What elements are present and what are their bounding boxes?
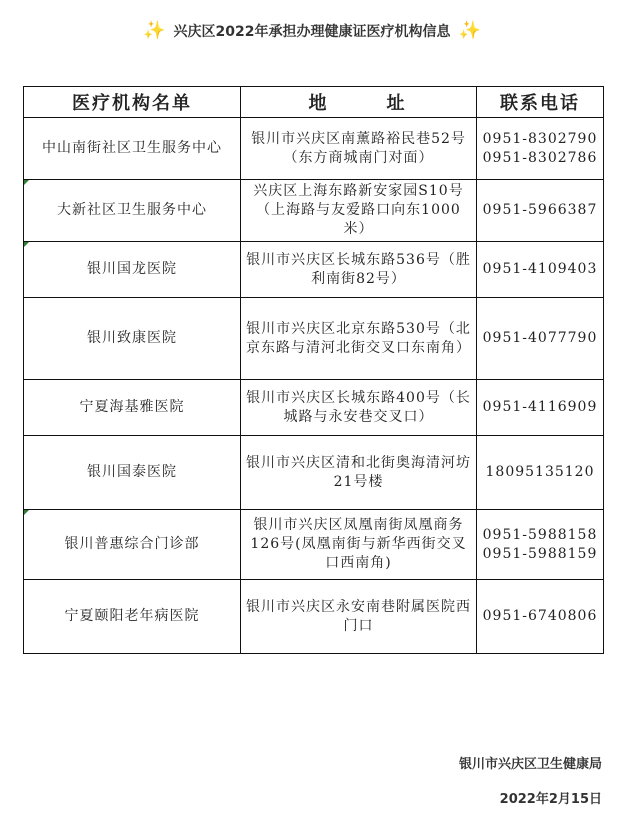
clinic-phone-cell: [477, 118, 604, 180]
clinic-name: 中山南街社区卫生服务中心: [42, 140, 222, 156]
table-row: [24, 180, 604, 242]
clinic-phone: 0951-4109403: [482, 261, 598, 277]
clinic-phone: 0951-6740806: [482, 608, 598, 624]
clinic-phone-cell: [477, 580, 604, 654]
clinic-address: 银川市兴庆区清和北街奥海清河坊21号楼: [241, 436, 477, 510]
issue-date: 2022年2月15日: [499, 792, 602, 807]
clinic-phone: 0951-5966387: [482, 202, 598, 218]
column-header-name: 医疗机构名单: [24, 87, 241, 118]
table-row: [24, 118, 604, 180]
issuing-organization: 银川市兴庆区卫生健康局: [458, 757, 602, 772]
clinic-name-cell: [24, 118, 241, 180]
clinic-phone-cell: [477, 510, 604, 580]
column-header-phone: 联系电话: [477, 87, 604, 118]
clinic-phone: 0951-5988159: [482, 545, 598, 562]
clinic-name-cell: [24, 380, 241, 436]
page-header: [0, 18, 624, 44]
clinic-name: 大新社区卫生服务中心: [57, 202, 207, 218]
clinic-phone: 0951-5988158: [482, 526, 598, 543]
clinic-phone-cell: [477, 180, 604, 242]
clinic-address: 银川市兴庆区凤凰南街凤凰商务126号(凤凰南街与新华西街交叉口西南角): [241, 510, 477, 580]
clinic-address: 银川市兴庆区南薰路裕民巷52号（东方商城南门对面）: [241, 118, 477, 180]
clinic-phone-cell: [477, 298, 604, 380]
clinic-phone: 0951-4116909: [482, 399, 598, 415]
clinic-name: 银川国龙医院: [87, 261, 177, 277]
clinic-name: 银川国泰医院: [87, 464, 177, 480]
table-row: [24, 380, 604, 436]
table-row: [24, 510, 604, 580]
clinic-phone: 18095135120: [485, 464, 595, 480]
clinic-name-cell: [24, 298, 241, 380]
clinic-address: 银川市兴庆区长城东路400号（长城路与永安巷交叉口）: [241, 380, 477, 436]
clinic-name-cell: [24, 436, 241, 510]
clinic-name: 银川致康医院: [87, 330, 177, 346]
clinic-phone: 0951-4077790: [482, 330, 598, 346]
clinic-name-cell: [24, 180, 241, 242]
corner-mark-icon: [24, 242, 29, 247]
clinic-phone-cell: [477, 380, 604, 436]
clinic-phone: 0951-8302786: [482, 149, 598, 166]
clinic-name-cell: [24, 510, 241, 580]
clinic-address: 银川市兴庆区永安南巷附属医院西门口: [241, 580, 477, 654]
clinic-address: 兴庆区上海东路新安家园S10号（上海路与友爱路口向东1000米）: [241, 180, 477, 242]
clinic-name: 银川普惠综合门诊部: [64, 536, 200, 552]
clinic-table: [23, 86, 604, 654]
sparkle-icon: ✨: [143, 20, 166, 41]
table-row: [24, 242, 604, 298]
clinic-phone: 0951-8302790: [482, 130, 598, 147]
clinic-name-cell: [24, 580, 241, 654]
page-title: 兴庆区2022年承担办理健康证医疗机构信息: [173, 24, 451, 40]
sparkle-icon: ✨: [458, 20, 481, 41]
table-row: [24, 580, 604, 654]
table-header-row: [24, 87, 604, 118]
clinic-phone-cell: [477, 242, 604, 298]
table-row: [24, 436, 604, 510]
clinic-address: 银川市兴庆区北京东路530号（北京东路与清河北街交叉口东南角）: [241, 298, 477, 380]
clinic-address: 银川市兴庆区长城东路536号（胜利南街82号）: [241, 242, 477, 298]
clinic-name-cell: [24, 242, 241, 298]
corner-mark-icon: [24, 510, 29, 515]
column-header-address: 地址: [241, 87, 477, 118]
corner-mark-icon: [24, 180, 29, 185]
clinic-phone-cell: [477, 436, 604, 510]
table-row: [24, 298, 604, 380]
clinic-name: 宁夏颐阳老年病医院: [64, 608, 200, 624]
clinic-name: 宁夏海基雅医院: [79, 399, 185, 415]
